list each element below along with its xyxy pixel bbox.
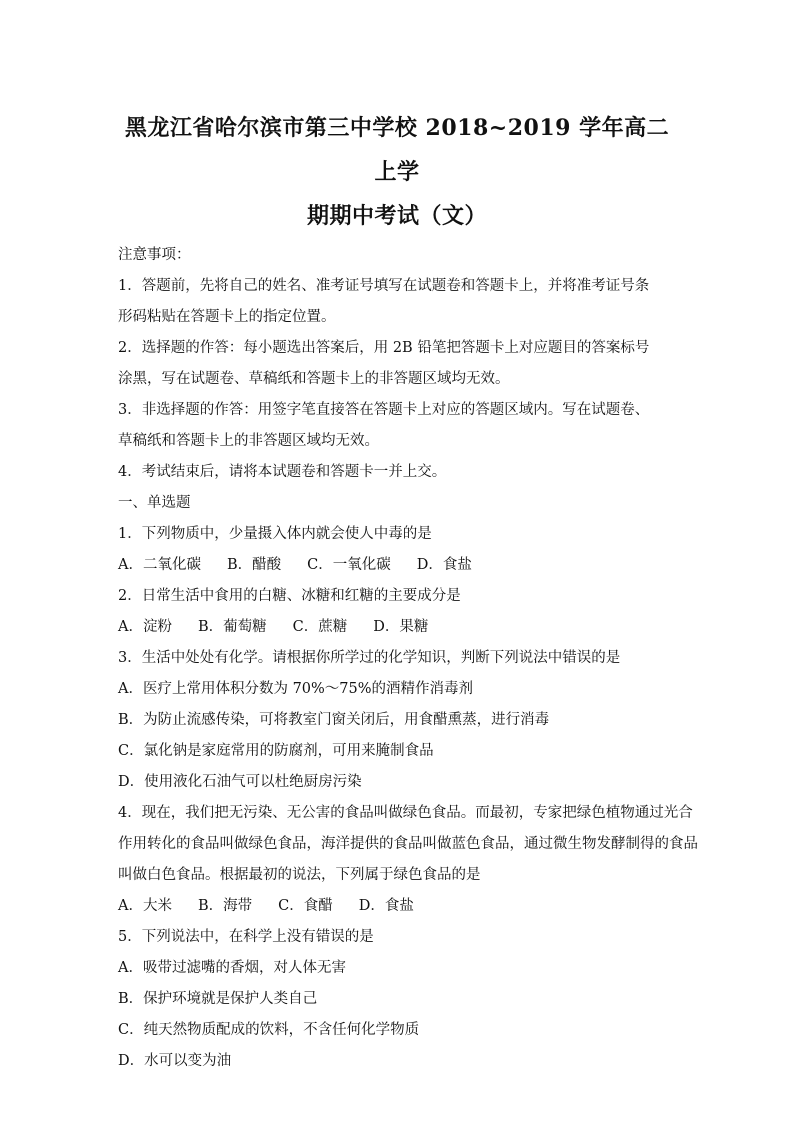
notice-item-2-line-1: 2．选择题的作答：每小题选出答案后，用 2B 铅笔把答题卡上对应题目的答案标号 [118, 340, 650, 356]
notice-item-3-line-1: 3．非选择题的作答：用签字笔直接答在答题卡上对应的答题区域内。写在试题卷、 [118, 402, 650, 418]
question-5-option-c: C．纯天然物质配成的饮料，不含任何化学物质 [118, 1022, 420, 1038]
notice-heading: 注意事项： [118, 247, 191, 263]
question-5-stem: 5．下列说法中，在科学上没有错误的是 [118, 929, 374, 945]
exam-title-line-1: 黑龙江省哈尔滨市第三中学校 2018~2019 学年高二上学 [124, 115, 670, 185]
notice-item-1-line-2: 形码粘贴在答题卡上的指定位置。 [118, 309, 336, 325]
question-2-option-b: B．葡萄糖 [197, 619, 267, 635]
question-5 [118, 922, 676, 1077]
question-4-option-b: B．海带 [197, 898, 253, 914]
question-3-option-b: B．为防止流感传染，可将教室门窗关闭后，用食醋熏蒸，进行消毒 [118, 712, 550, 728]
question-1-option-c: C．一氧化碳 [307, 557, 391, 573]
question-4-stem-line-3: 叫做白色食品。根据最初的说法，下列属于绿色食品的是 [118, 867, 481, 883]
question-2-option-a: A．淀粉 [118, 619, 172, 635]
question-4-options [118, 891, 676, 922]
notice-section [118, 240, 676, 488]
question-4-option-a: A．大米 [118, 898, 172, 914]
question-3-option-a: A．医疗上常用体积分数为 70%～75%的酒精作消毒剂 [118, 681, 474, 697]
question-3-stem: 3．生活中处处有化学。请根据你所学过的化学知识，判断下列说法中错误的是 [118, 650, 621, 666]
exam-title-line-2: 期期中考试（文） [306, 203, 487, 229]
question-1-stem: 1．下列物质中，少量摄入体内就会使人中毒的是 [118, 526, 432, 542]
question-1-option-a: A．二氧化碳 [118, 557, 201, 573]
notice-item-3-line-2: 草稿纸和答题卡上的非答题区域均无效。 [118, 433, 379, 449]
notice-item-2-line-2: 涂黑，写在试题卷、草稿纸和答题卡上的非答题区域均无效。 [118, 371, 510, 387]
question-4-option-c: C．食醋 [278, 898, 333, 914]
question-5-option-d: D．水可以变为油 [118, 1053, 232, 1069]
question-1-options [118, 550, 676, 581]
question-1-option-d: D．食盐 [416, 557, 472, 573]
question-4 [118, 798, 698, 922]
notice-item-1-line-1: 1．答题前，先将自己的姓名、准考证号填写在试题卷和答题卡上，并将准考证号条 [118, 278, 650, 294]
question-3 [118, 643, 676, 798]
question-3-option-c: C．氯化钠是家庭常用的防腐剂，可用来腌制食品 [118, 743, 434, 759]
exam-title [118, 0, 676, 238]
question-2-option-c: C．蔗糖 [292, 619, 348, 635]
question-3-option-d: D．使用液化石油气可以杜绝厨房污染 [118, 774, 362, 790]
question-2-options [118, 612, 676, 643]
question-4-option-d: D．食盐 [358, 898, 414, 914]
section-heading: 一、单选题 [118, 495, 191, 511]
question-4-stem-line-1: 4．现在，我们把无污染、无公害的食品叫做绿色食品。而最初，专家把绿色植物通过光合 [118, 805, 693, 821]
question-4-stem-line-2: 作用转化的食品叫做绿色食品，海洋提供的食品叫做蓝色食品，通过微生物发酵制得的食品 [118, 836, 698, 852]
question-2-option-d: D．果糖 [373, 619, 429, 635]
question-1 [118, 519, 676, 581]
question-5-option-b: B．保护环境就是保护人类自己 [118, 991, 318, 1007]
notice-item-4-line-1: 4．考试结束后，请将本试题卷和答题卡一并上交。 [118, 464, 447, 480]
question-2 [118, 581, 676, 643]
question-2-stem: 2．日常生活中食用的白糖、冰糖和红糖的主要成分是 [118, 588, 461, 604]
question-5-option-a: A．吸带过滤嘴的香烟，对人体无害 [118, 960, 346, 976]
question-1-option-b: B．醋酸 [226, 557, 282, 573]
